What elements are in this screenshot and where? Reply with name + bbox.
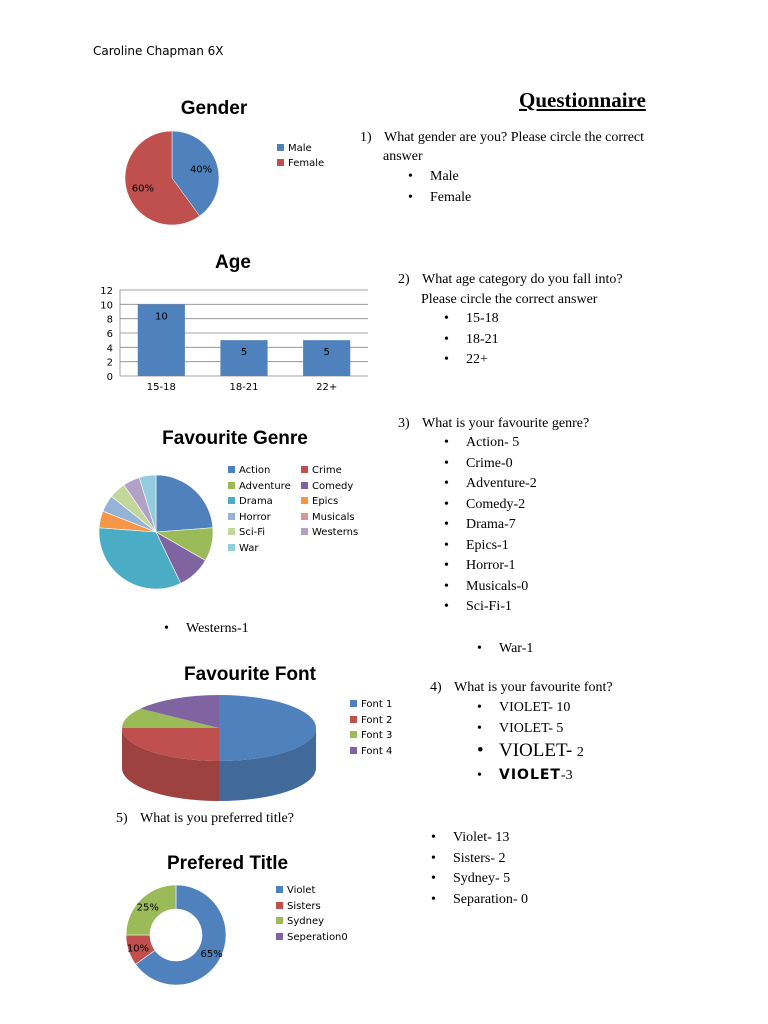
legend-label: Seperation0: [287, 931, 348, 943]
data-label: 5: [240, 347, 248, 359]
question-3-extra-left: [164, 619, 249, 640]
option-item: • Sisters- 2: [431, 849, 528, 870]
y-tick-label: 4: [106, 343, 113, 355]
question-text: What age category do you fall into?: [422, 272, 623, 287]
question-number: 4): [430, 680, 442, 695]
question-text: What gender are you? Please circle the correct: [384, 130, 645, 145]
pie-slice-action: [156, 475, 213, 532]
title-donut-chart: [120, 880, 245, 995]
gender-chart-title: Gender: [180, 98, 248, 119]
option-item: • Female: [408, 188, 471, 209]
option-item: • Separation- 0: [431, 890, 528, 911]
y-tick-label: 8: [106, 314, 113, 326]
option-item: • Westerns-1: [164, 619, 249, 640]
data-label: 10%: [126, 943, 150, 955]
font-chart-title: Favourite Font: [184, 664, 316, 685]
y-tick-label: 2: [106, 357, 113, 369]
question-1: [360, 128, 644, 148]
question-text: What is your favourite font?: [454, 680, 613, 695]
question-text: What is you preferred title?: [140, 811, 294, 826]
question-5-options: [431, 828, 528, 910]
option-item: • VIOLET- 10: [477, 698, 570, 719]
question-3-options: [444, 433, 537, 618]
data-label: 60%: [131, 183, 155, 195]
age-chart-title: Age: [215, 252, 251, 273]
option-item: • Sci-Fi-1: [444, 597, 537, 618]
option-item: • War-1: [477, 639, 533, 660]
option-item: • 18-21: [444, 330, 499, 351]
legend-label: Horror: [239, 511, 271, 523]
legend-label: Action: [239, 465, 271, 476]
legend-label: Sisters: [287, 900, 321, 912]
question-3: [398, 414, 589, 434]
question-text: What is your favourite genre?: [422, 416, 590, 431]
legend-label: Drama: [239, 496, 273, 507]
title-chart-title: Prefered Title: [166, 853, 289, 874]
data-label: 65%: [200, 949, 223, 961]
gender-pie-chart: [110, 120, 240, 235]
x-tick-label: 18-21: [229, 382, 259, 392]
option-item: • Adventure-2: [444, 474, 537, 495]
genre-pie-chart: [92, 472, 224, 594]
x-tick-label: 15-18: [146, 382, 176, 392]
legend-label: Violet: [287, 885, 316, 896]
question-2-options: [444, 309, 499, 371]
legend-label: Sydney: [287, 916, 325, 927]
question-1-options: [408, 167, 471, 208]
legend-label: Font 4: [361, 745, 393, 757]
data-label: 40%: [189, 164, 213, 176]
y-tick-label: 12: [100, 286, 113, 297]
question-4-option-3: • VIOLET- 2: [477, 740, 584, 761]
option-item: • Epics-1: [444, 536, 537, 557]
option-item: • 22+: [444, 350, 499, 371]
option-item: • Comedy-2: [444, 495, 537, 516]
option-item: • 15-18: [444, 309, 499, 330]
question-4: [430, 678, 613, 698]
question-5: [116, 809, 294, 829]
y-tick-label: 0: [106, 372, 113, 383]
question-4-options: [477, 698, 570, 739]
font-pie-chart: [115, 690, 325, 810]
legend-label: Sci-Fi: [239, 527, 266, 538]
legend-label: Font 3: [361, 730, 393, 741]
legend-label: Male: [288, 143, 312, 154]
question-2-line2: Please circle the correct answer: [421, 292, 598, 307]
data-label: 5: [323, 347, 330, 359]
option-text: VIOLET: [499, 767, 561, 783]
option-item: • Horror-1: [444, 556, 537, 577]
option-item: • Sydney- 5: [431, 869, 528, 890]
legend-label: Crime: [312, 465, 342, 476]
option-item: • Musicals-0: [444, 577, 537, 598]
data-label: 10: [154, 311, 168, 323]
x-tick-label: 22+: [316, 382, 338, 392]
author-name: Caroline Chapman 6X: [93, 44, 224, 58]
legend-label: Epics: [312, 496, 339, 507]
question-number: 1): [360, 130, 372, 145]
question-number: 5): [116, 811, 128, 826]
option-item: • Drama-7: [444, 515, 537, 536]
question-2: [398, 270, 623, 290]
option-item: • VIOLET- 5: [477, 719, 570, 740]
questionnaire-heading: Questionnaire: [519, 88, 646, 112]
genre-chart-title: Favourite Genre: [162, 428, 308, 449]
question-4-option-4: • VIOLET-3: [477, 767, 573, 783]
option-item: • Crime-0: [444, 454, 537, 475]
option-count: 2: [576, 745, 584, 760]
legend-label: Musicals: [312, 511, 355, 523]
legend-label: Comedy: [312, 480, 354, 492]
legend-label: Female: [288, 158, 325, 169]
legend-label: Font 2: [361, 714, 393, 726]
legend-label: Adventure: [239, 480, 291, 492]
question-1-line2: answer: [383, 149, 423, 164]
age-bar-chart: [90, 282, 375, 392]
option-item: • Action- 5: [444, 433, 537, 454]
data-label: 25%: [136, 902, 159, 914]
legend-label: War: [239, 542, 259, 554]
question-number: 3): [398, 416, 410, 431]
y-tick-label: 10: [100, 300, 113, 312]
question-number: 2): [398, 272, 410, 287]
option-count: -3: [560, 768, 573, 783]
option-item: • Violet- 13: [431, 828, 528, 849]
legend-label: Westerns: [312, 527, 359, 538]
legend-label: Font 1: [361, 699, 393, 710]
question-3-extra-right: [477, 639, 533, 660]
option-item: • Male: [408, 167, 471, 188]
option-text: VIOLET-: [499, 740, 573, 761]
y-tick-label: 6: [106, 329, 113, 340]
